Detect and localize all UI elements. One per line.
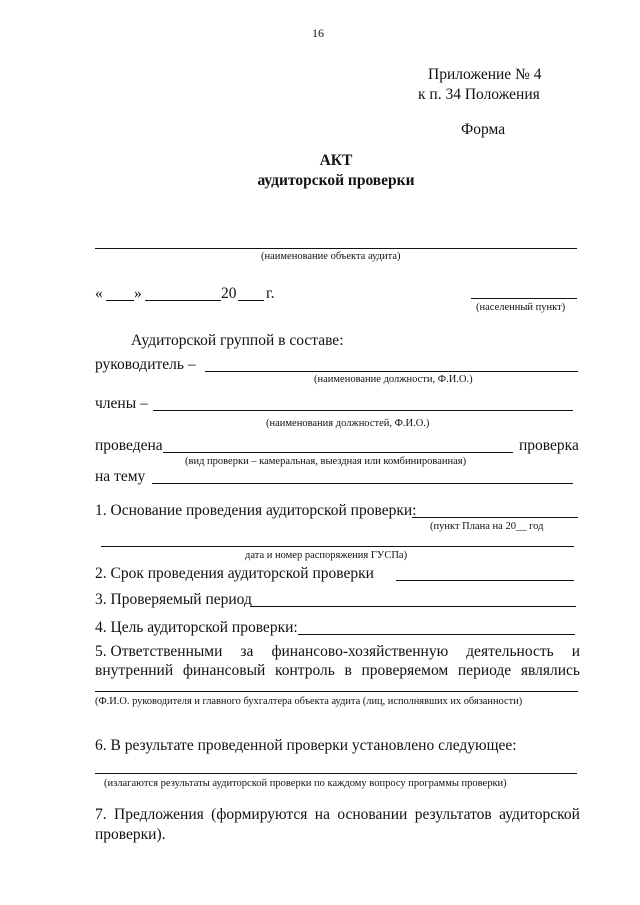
members-caption: (наименования должностей, Ф.И.О.) [266, 418, 430, 429]
date-year-prefix: 20 [221, 285, 237, 302]
proposals-line-2: проверки). [95, 826, 166, 843]
basis-label: 1. Основание проведения аудиторской проверки: [95, 502, 417, 519]
basis-caption: (пункт Плана на 20__ год [430, 521, 544, 532]
date-month-field[interactable] [145, 300, 221, 301]
responsible-caption: (Ф.И.О. руководителя и главного бухгалтера объекта аудита (лиц, исполнявших их обязанности) [95, 696, 523, 707]
page-number: 16 [312, 26, 324, 40]
checked-period-field[interactable] [250, 606, 576, 607]
topic-field[interactable] [152, 483, 573, 484]
place-caption: (населенный пункт) [476, 302, 566, 313]
leader-label: руководитель – [95, 356, 196, 373]
results-field[interactable] [95, 773, 577, 774]
word: внутренний [95, 662, 174, 679]
basis-field-2[interactable] [101, 546, 574, 547]
word: 7. [95, 806, 107, 823]
audit-object-field[interactable] [95, 248, 577, 249]
check-type-field[interactable] [163, 452, 513, 453]
word: 5. Ответственными [95, 643, 223, 660]
word: основании [337, 806, 408, 823]
proposals-line-1 [95, 806, 580, 824]
basis-field[interactable] [412, 517, 578, 518]
word: и [571, 643, 580, 660]
word: контроль [274, 662, 335, 679]
group-intro: Аудиторской группой в составе: [131, 332, 344, 349]
leader-field[interactable] [205, 371, 578, 372]
responsible-line-2 [95, 662, 580, 680]
word: в [344, 662, 352, 679]
checked-period-label: 3. Проверяемый период [95, 591, 252, 608]
word: деятельность [466, 643, 554, 660]
members-field[interactable] [153, 410, 573, 411]
members-label: члены – [95, 395, 148, 412]
word: являлись [520, 662, 580, 679]
appendix-label: Приложение № 4 [428, 66, 542, 83]
word: Предложения [114, 806, 204, 823]
appendix-reference: к п. 34 Положения [418, 86, 540, 103]
word: (формируются [211, 806, 308, 823]
place-field[interactable] [471, 298, 577, 299]
date-day-field[interactable] [106, 300, 134, 301]
word: на [314, 806, 330, 823]
document-subtitle: аудиторской проверки [257, 172, 415, 189]
word: за [240, 643, 254, 660]
check-word: проверка [519, 437, 579, 454]
word: проверяемом [361, 662, 449, 679]
word: результатов [414, 806, 492, 823]
check-type-caption: (вид проверки – камеральная, выездная или комбинированная) [185, 456, 467, 467]
goal-label: 4. Цель аудиторской проверки: [95, 619, 298, 636]
word: финансово-хозяйственную [271, 643, 449, 660]
results-label: 6. В результате проведенной проверки установлено следующее: [95, 737, 517, 754]
goal-field[interactable] [298, 634, 575, 635]
word: финансовый [182, 662, 266, 679]
audit-object-caption: (наименование объекта аудита) [261, 251, 401, 262]
date-close-quote: » [134, 285, 142, 302]
responsible-line-1 [95, 643, 580, 661]
duration-label: 2. Срок проведения аудиторской проверки [95, 565, 374, 582]
responsible-field[interactable] [95, 691, 578, 692]
basis-caption-2: дата и номер распоряжения ГУСПа) [245, 550, 408, 561]
conducted-label: проведена [95, 437, 163, 454]
document-title: АКТ [319, 152, 353, 169]
results-caption: (излагаются результаты аудиторской проверки по каждому вопросу программы проверки) [104, 778, 507, 789]
date-open-quote: « [95, 285, 103, 302]
leader-caption: (наименование должности, Ф.И.О.) [314, 374, 473, 385]
date-year-suffix: г. [266, 285, 275, 302]
duration-field[interactable] [396, 580, 574, 581]
word: периоде [457, 662, 512, 679]
topic-label: на тему [95, 468, 146, 485]
word: аудиторской [499, 806, 580, 823]
date-year-field[interactable] [238, 300, 264, 301]
form-label: Форма [461, 121, 506, 138]
